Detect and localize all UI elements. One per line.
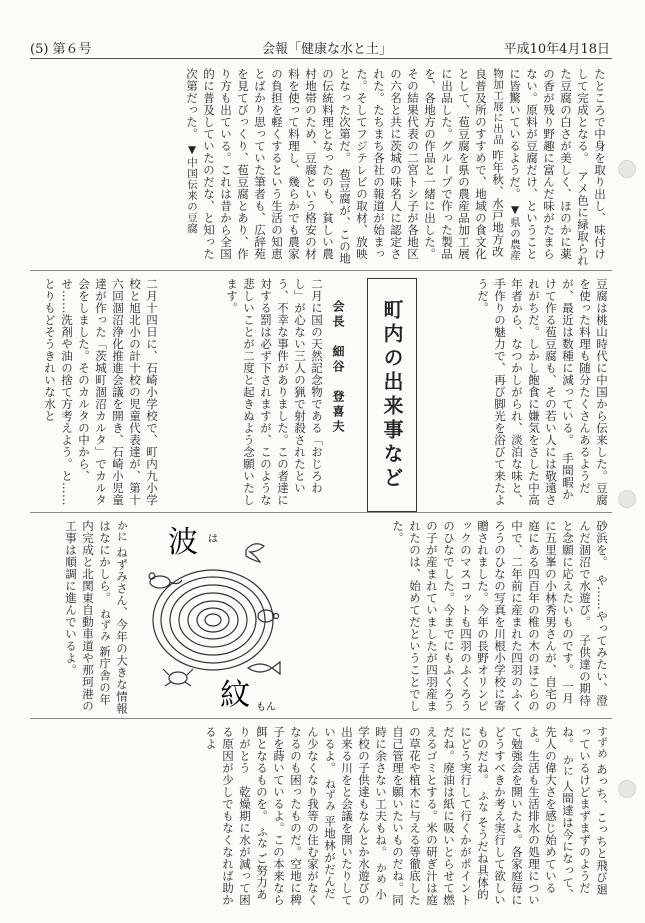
turtle-icon <box>258 610 279 622</box>
s3-col3-tag: かに <box>116 520 128 542</box>
article-byline: 会長 細谷 登喜夫 <box>331 300 345 435</box>
page-header <box>30 38 610 60</box>
binder-hole <box>618 780 636 798</box>
s4-tag1: すずめ <box>596 726 608 759</box>
ripple-rings <box>153 570 273 670</box>
s3-dialogue <box>30 520 130 715</box>
s3-main <box>295 520 610 715</box>
s4-tag2: かに <box>562 754 574 777</box>
s1-col4-heading: ▼中国伝来の豆腐 <box>186 144 198 234</box>
article-title: 町内の出来事など <box>367 278 417 512</box>
page-issue: (5) 第６号 <box>30 42 92 57</box>
s4-tag4: かめ <box>375 862 387 885</box>
s3-col4-tag: ねずみ <box>99 608 111 642</box>
s1-col1: たところで中身を取り出し、味付けして完成となる。 アメ色に緑取られた豆腐の白さが美しく、ほのかに薬の香が残り野趣に富んだ味がたまらない。原料が豆腐だけ、ということに皆驚いているようだ。 <box>508 68 607 267</box>
illus-ruby-2: もん <box>256 702 276 713</box>
illus-char-2: 紋 <box>220 678 250 713</box>
s3-col2: 一月に五里峯の小林秀男さんが、自宅の庭にある四百年の椎の木のほこらの中で、二年前に産まれた四羽のふくろうのひなの写真を川根小学校に寄贈されました。今年の長野オリンピックのマスコットも四羽のふくろうのひなでした。今までにもふくろうの子が産まれていましたが四羽産まれたのは、始めてだということでした。 <box>391 520 575 712</box>
fish-icon <box>248 662 280 674</box>
section-divider-3 <box>30 718 612 719</box>
s4-tag5: ねずみ <box>324 778 336 812</box>
crab-icon <box>163 669 193 686</box>
binder-hole <box>618 160 636 178</box>
s2-col1: 豆腐は桃山時代に中国から伝来した。豆腐を使った料理も随分たくさんあるようだが、最近は数種に減っている。 手間暇かけて作る苞豆腐も、その若い人には敬遠されがちだ。しかし飽食に嫌気をさした中高年者から、なつかしがられ、淡泊な味と、手作りの魅力で、再び脚光を浴びて来たようだ。 <box>476 278 609 506</box>
s1-col2: 昨年秋、水戸地方改良普及所のすすめで、地域の食文化として、苞豆腐を県の農産品加工展に出品した。グループで作った製品を、各地方の作品と一緒に出した。その結果代表の二宮トシ子が各地区の六名と共に茨城の味名人に認定された。たちまち各社の報道が始まった。そしてフジテレビの取材、放映となった次第だ。 <box>338 68 505 260</box>
s4-col2: 人間達は今になって、先人の偉大さを感じ始めているよ。生活も生活排水の処理について勉強会を開いたよ。各家庭毎にどうすべきか考え実行して欲しいものだね。 <box>476 726 575 906</box>
illus-ruby-1: は <box>208 534 218 545</box>
s4-tag6: ふな <box>256 826 268 849</box>
section-divider-1 <box>30 270 612 271</box>
s4-col6: ご努力ありがとう 乾燥期に水が減って困る原因が少しでもなくなれば助かるよ <box>204 726 269 906</box>
s3-col3: ねずみさん、今年の大きな情報はなにかしら。 <box>98 520 129 715</box>
s1-col2-heading: ▼県の農産物加工展に出品 <box>492 68 521 261</box>
s3-col1: 砂浜を。 や……やってみたい、澄んだ涸沼で水遊び。 子供達の期待と念願に応えたいものです。 <box>561 520 609 707</box>
s2-col2: 二月に国の天然記念物である「おじろわし」が心ない三人の猟で射殺されたという、不幸な事件がありました。この者達に対する罰は必ず下されますが、このような悲しいことが二度と起きぬよう念願いたします。 <box>225 278 324 506</box>
s4-tag3: ふな <box>477 790 489 813</box>
s4-col5: 平地林がだんだん少なくなり我等の住む家がなくなるのも困ったものだ。空地に稗子を蒔いているよ。この本来なら餌となるものを。 <box>255 726 337 906</box>
bird-icon <box>246 544 264 562</box>
issue-date: 平成10年4月18日 <box>503 42 610 57</box>
s4-col3: そうだね具体的にどう実行して行くかがポイントだね。廃油は紙に吸いとらせて燃えるゴミとする。米の研ぎ汁は庭の草花や植木に与える等徹底した自己管理を願いたいものだね。同時に余さない工夫もね。 <box>374 726 490 906</box>
section4-dialogue <box>30 726 610 906</box>
ripple-illustration <box>138 520 288 715</box>
section-divider-2 <box>30 512 612 513</box>
s3-col4: 新庁舎の年内完成と北関東自動車道や那珂港の工事は順調に進んでいるよ。 <box>64 520 112 712</box>
s2-col3: 二月十四日に、石崎小学校で、町内九小学校と旭北小の計十校の児童代表達が、第十六回涸沼浄化推進会議を開き、石崎小児童達が作った「茨城町涸沼カルタ」でカルタ会をしました。そのカルタの中から、せ……洗剤や油の捨て方考えよう。と……とりもどそうきれいな水と <box>43 278 159 506</box>
newsletter-title: 会報「健康な水と土」 <box>262 42 393 57</box>
s1-col3: 苞豆腐が、この地の伝統料理となったのも、貧しい農村地帯のため、豆腐という格安の材料を使って料理し、幾らかでも農家の負担を軽くするという生活の知恵とばかり思っていた筆者も、広辞苑を見てびっくり、苞豆腐とあり、作り方も出ている。これは昔から全国的に普及していたのだな、と知った次第だった。 <box>185 68 352 265</box>
illus-char-1: 波 <box>168 525 198 560</box>
header-rule <box>30 58 612 59</box>
binder-hole <box>618 490 636 508</box>
section1-text <box>30 68 608 268</box>
s4-col1: あっち、こっちと飛び廻っているけどまずまずのようだね。 <box>561 726 609 896</box>
s4-col4: 小学校の子供達もなんとか水遊びの出来る川をと会議を開いたりしているよ。 <box>323 726 388 906</box>
